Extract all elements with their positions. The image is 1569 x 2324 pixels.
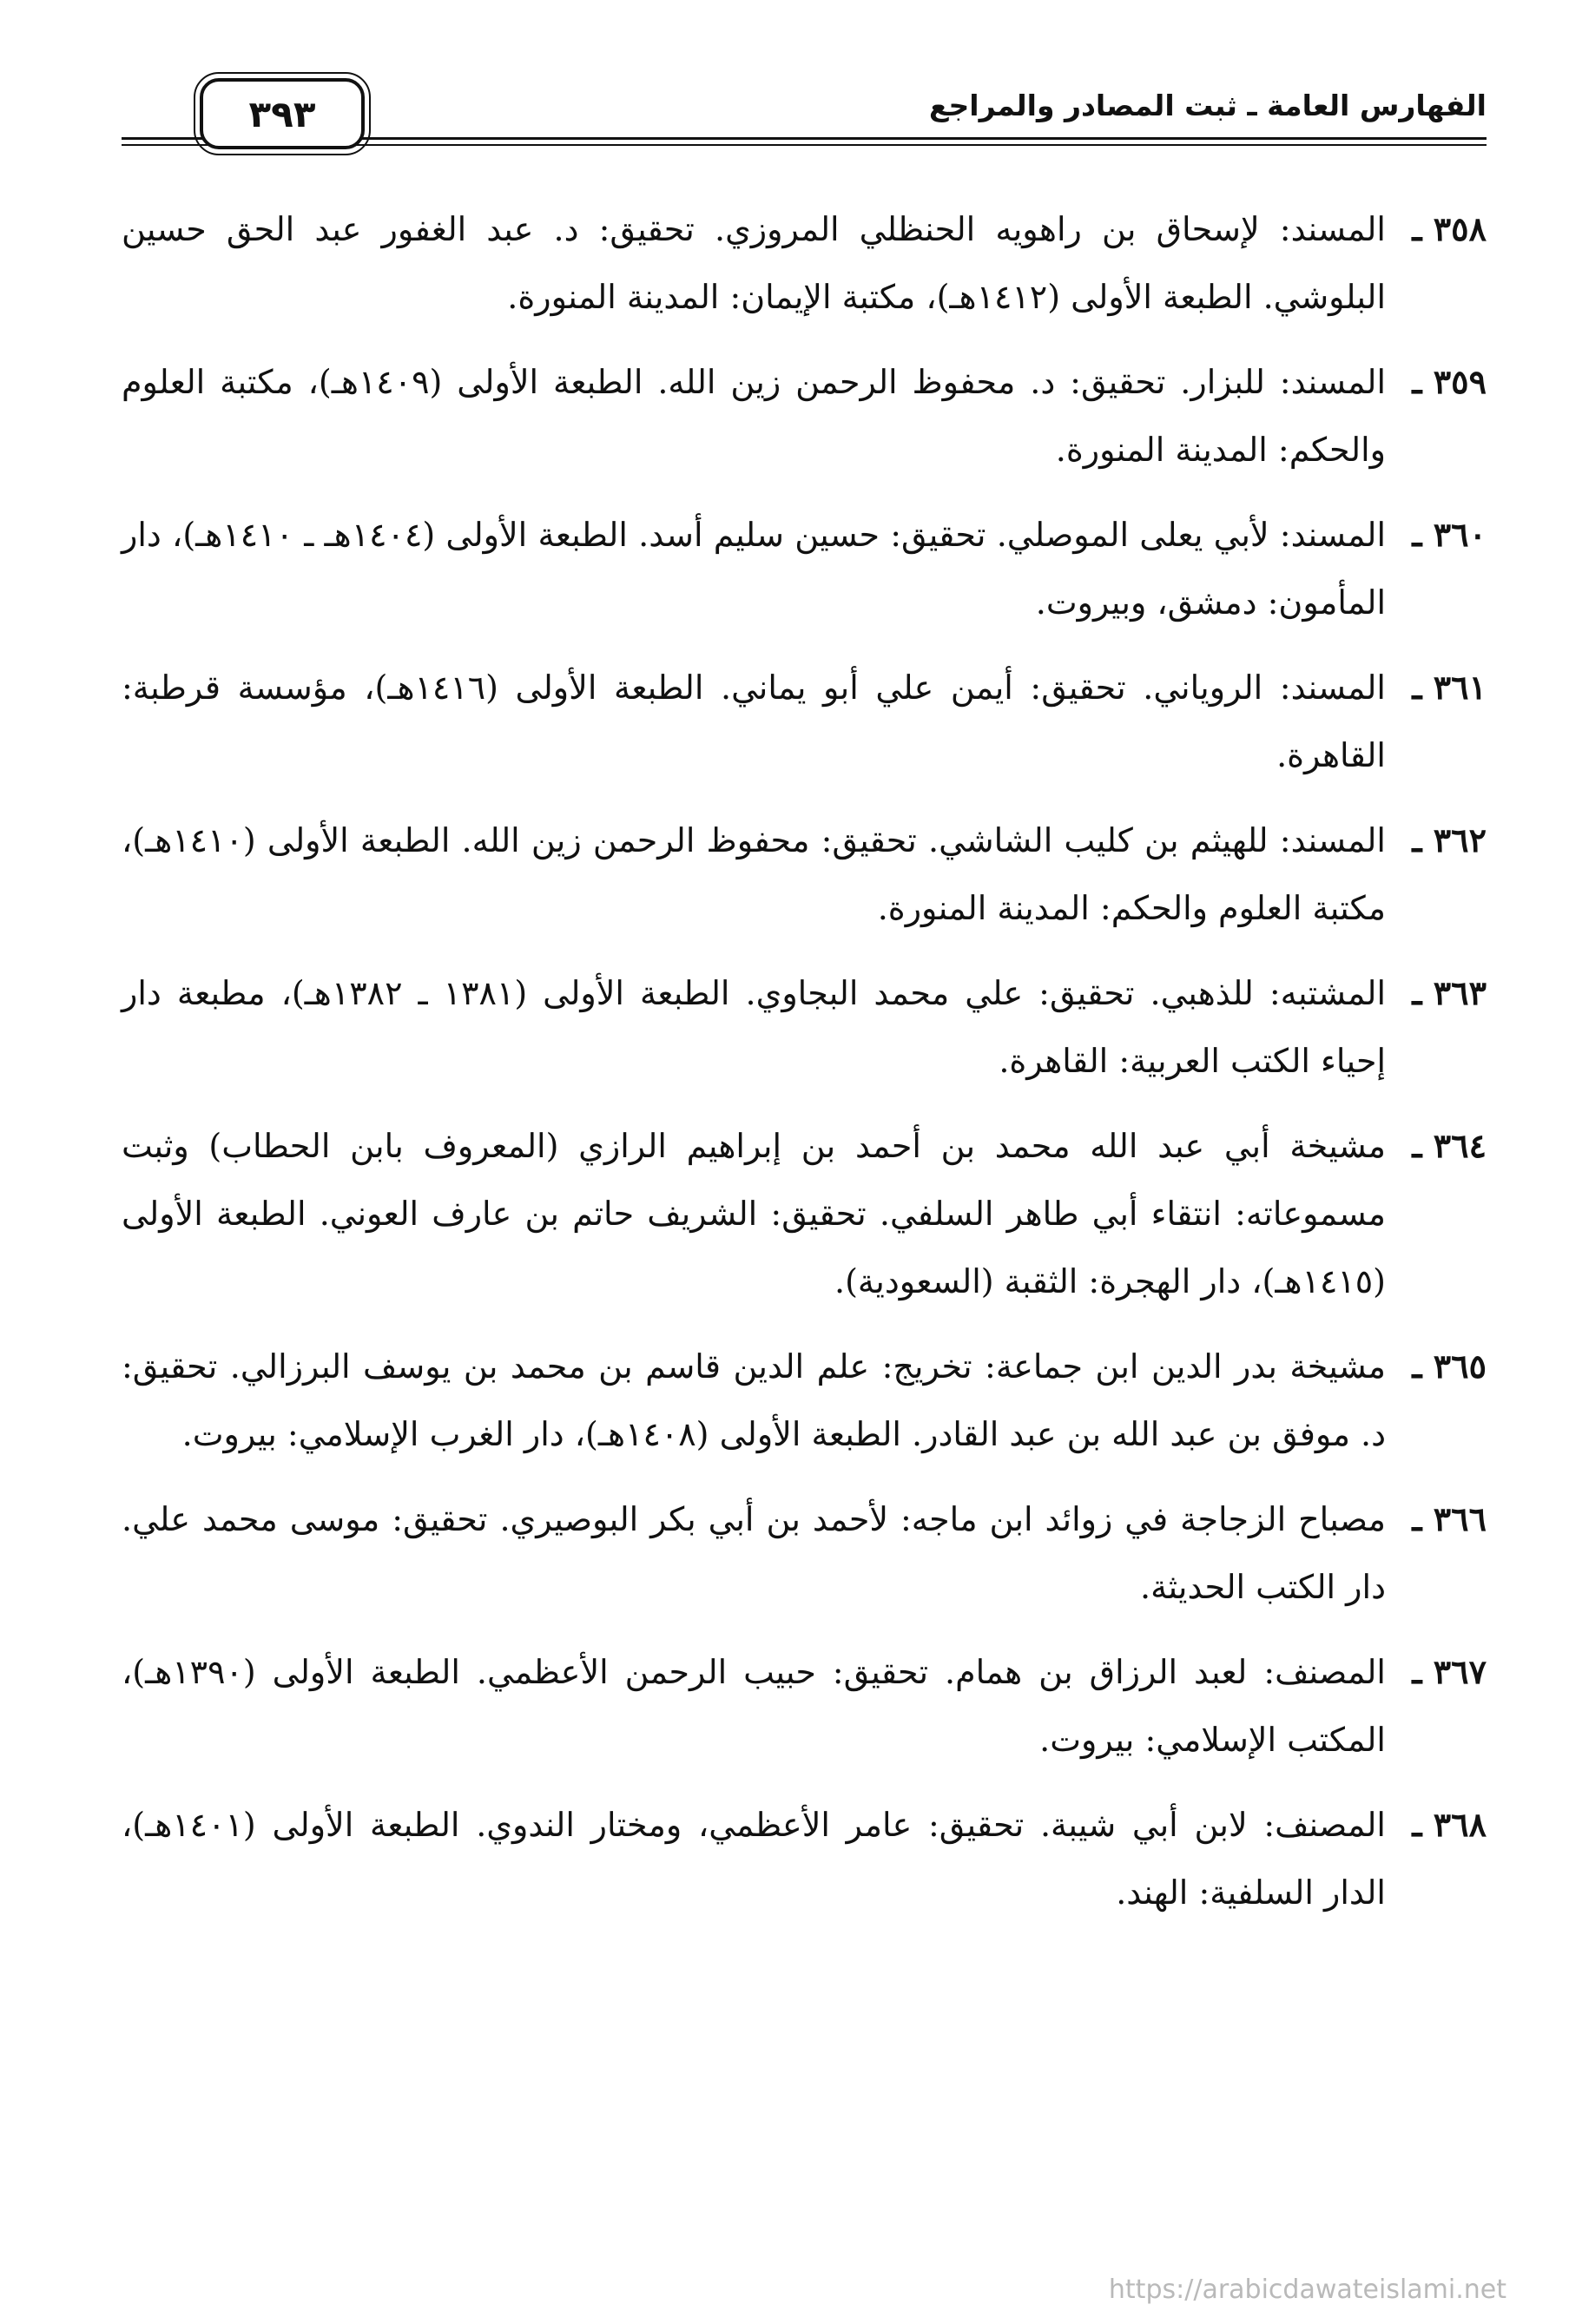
entry-text: المصنف: لابن أبي شيبة. تحقيق: عامر الأعظمي، ومختار الندوي. الطبعة الأولى (١٤٠١هـ)، الدار السلفية: الهند. <box>122 1806 1386 1912</box>
bibliography-entry <box>122 1791 1487 1926</box>
bibliography-entry <box>122 1485 1487 1621</box>
entry-text: المصنف: لعبد الرزاق بن همام. تحقيق: حبيب الرحمن الأعظمي. الطبعة الأولى (١٣٩٠هـ)، المكتب الإسلامي: بيروت. <box>122 1653 1386 1759</box>
entry-text: المسند: لإسحاق بن راهويه الحنظلي المروزي. تحقيق: د. عبد الغفور عبد الحق حسين البلوشي. الطبعة الأولى (١٤١٢هـ)، مكتبة الإيمان: المدينة المنورة. <box>122 210 1386 316</box>
entry-text: المسند: لأبي يعلى الموصلي. تحقيق: حسين سليم أسد. الطبعة الأولى (١٤٠٤هـ ـ ١٤١٠هـ)، دار المأمون: دمشق، وبيروت. <box>122 516 1387 622</box>
header-title: الفهارس العامة ـ ثبت المصادر والمراجع <box>928 89 1487 122</box>
entry-number: ٣٦١ ـ <box>1412 668 1487 707</box>
bibliography-entry <box>122 1112 1487 1315</box>
bibliography-entry <box>122 959 1487 1095</box>
entry-number: ٣٦٥ ـ <box>1412 1346 1487 1386</box>
entry-number: ٣٦٢ ـ <box>1412 820 1487 859</box>
running-header <box>122 69 1487 156</box>
entry-number: ٣٦٤ ـ <box>1412 1126 1487 1165</box>
entry-number: ٣٥٨ ـ <box>1412 209 1487 248</box>
bibliography-entry <box>122 501 1487 636</box>
page-number-frame <box>200 78 365 149</box>
entry-number: ٣٥٩ ـ <box>1412 362 1487 401</box>
entry-text: المشتبه: للذهبي. تحقيق: علي محمد البجاوي. الطبعة الأولى (١٣٨١ ـ ١٣٨٢هـ)، مطبعة دار إحياء الكتب العربية: القاهرة. <box>122 974 1386 1080</box>
bibliography-entry <box>122 654 1487 789</box>
bibliography-entry <box>122 1638 1487 1774</box>
entry-text: المسند: للهيثم بن كليب الشاشي. تحقيق: محفوظ الرحمن زين الله. الطبعة الأولى (١٤١٠هـ)، مكتبة العلوم والحكم: المدينة المنورة. <box>122 821 1386 927</box>
entry-number: ٣٦٣ ـ <box>1412 973 1487 1012</box>
entry-number: ٣٦٦ ـ <box>1412 1499 1487 1538</box>
entry-text: مشيخة أبي عبد الله محمد بن أحمد بن إبراهيم الرازي (المعروف بابن الحطاب) وثبت مسموعاته: انتقاء أبي طاهر السلفي. تحقيق: الشريف حاتم بن عارف العوني. الطبعة الأولى (١٤١٥هـ)، دار الهجرة: الثقبة (السعودية). <box>122 1127 1386 1300</box>
document-page <box>122 69 1487 2272</box>
entry-number: ٣٦٧ ـ <box>1412 1652 1487 1691</box>
entry-text: المسند: للبزار. تحقيق: د. محفوظ الرحمن زين الله. الطبعة الأولى (١٤٠٩هـ)، مكتبة العلوم والحكم: المدينة المنورة. <box>122 363 1386 469</box>
bibliography-entry <box>122 195 1487 331</box>
entry-text: المسند: الروياني. تحقيق: أيمن علي أبو يماني. الطبعة الأولى (١٤١٦هـ)، مؤسسة قرطبة: القاهرة. <box>122 668 1386 774</box>
bibliography-entry <box>122 1333 1487 1468</box>
source-watermark: https://arabicdawateislami.net <box>1108 2275 1506 2305</box>
bibliography-entry <box>122 806 1487 942</box>
bibliography-list <box>122 195 1487 1926</box>
entry-number: ٣٦٨ ـ <box>1412 1805 1487 1844</box>
page-number: ٣٩٣ <box>248 92 316 135</box>
entry-text: مصباح الزجاجة في زوائد ابن ماجه: لأحمد بن أبي بكر البوصيري. تحقيق: موسى محمد علي. دار الكتب الحديثة. <box>122 1500 1386 1606</box>
entry-number: ٣٦٠ ـ <box>1412 515 1487 554</box>
entry-text: مشيخة بدر الدين ابن جماعة: تخريج: علم الدين قاسم بن محمد بن يوسف البرزالي. تحقيق: د. موفق بن عبد الله بن عبد القادر. الطبعة الأولى (١٤٠٨هـ)، دار الغرب الإسلامي: بيروت. <box>122 1347 1386 1453</box>
bibliography-entry <box>122 348 1487 484</box>
